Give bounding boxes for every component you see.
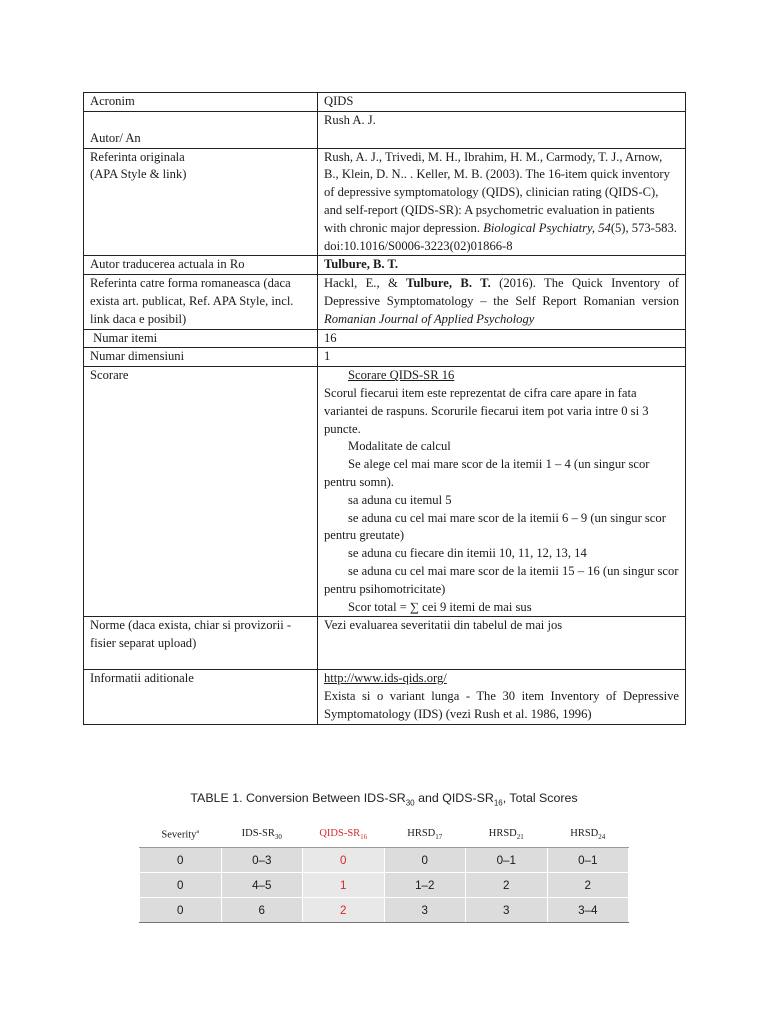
header-ids-sr-sub: 30 [274, 833, 282, 842]
row-referinta-originala [84, 148, 686, 256]
value-informatii [318, 670, 686, 724]
label-scorare: Scorare [84, 367, 318, 617]
conversion-row [140, 848, 629, 873]
header-hrsd17-text: HRSD [407, 827, 436, 839]
table1-title-post: , Total Scores [502, 791, 578, 805]
value-acronim: QIDS [318, 93, 686, 112]
row-forma-romaneasca [84, 275, 686, 329]
header-severity [140, 822, 222, 848]
label-referinta-line1: Referinta originala [90, 149, 185, 164]
value-numar-itemi: 16 [318, 329, 686, 348]
cell-hrsd17: 3 [384, 898, 466, 923]
row-informatii [84, 670, 686, 724]
questionnaire-info-table [83, 92, 686, 725]
scorare-line-7-text: se aduna cu cel mai mare scor de la itemii 15 – 16 (un singur scor pentru psihomotricitate) [324, 563, 679, 596]
forma-ro-journal: Romanian Journal of Applied Psychology [324, 311, 535, 326]
cell-hrsd24: 0–1 [547, 848, 629, 873]
header-ids-sr [221, 822, 303, 848]
scorare-heading-text: Scorare QIDS-SR 16 [348, 368, 455, 383]
label-numar-itemi-text: Numar itemi [93, 330, 158, 345]
informatii-link[interactable]: http://www.ids-qids.org/ [324, 671, 447, 686]
table1-title [0, 791, 768, 807]
header-hrsd24-text: HRSD [570, 827, 599, 839]
header-severity-sup: a [196, 828, 200, 835]
scorare-line-7 [324, 563, 679, 599]
header-ids-sr-text: IDS-SR [241, 827, 275, 839]
label-autor [84, 111, 318, 148]
scorare-line-3-text: Se alege cel mai mare scor de la itemii 1 – 4 (un singur scor pentru somn). [324, 457, 650, 489]
row-autor [84, 111, 686, 148]
value-forma-romaneasca [318, 275, 686, 329]
label-acronim: Acronim [84, 93, 318, 112]
scorare-line-8: Scor total = ∑ cei 9 itemi de mai sus [348, 599, 532, 614]
cell-qids-sr: 0 [303, 848, 385, 873]
cell-severity: 0 [140, 898, 222, 923]
header-hrsd24-sub: 24 [598, 833, 606, 842]
cell-hrsd21: 3 [466, 898, 548, 923]
row-acronim [84, 93, 686, 112]
value-autor [318, 111, 686, 148]
label-informatii: Informatii aditionale [84, 670, 318, 724]
cell-hrsd21: 2 [466, 873, 548, 898]
table1-title-pre: TABLE 1. Conversion Between IDS-SR [190, 791, 406, 805]
cell-hrsd24: 2 [547, 873, 629, 898]
table1-title-sub2: 16 [493, 798, 503, 808]
value-scorare [318, 367, 686, 617]
value-autor-traducere: Tulbure, B. T. [318, 256, 686, 275]
label-norme: Norme (daca exista, chiar si provizorii - fisier separat upload) [84, 617, 318, 670]
cell-hrsd17: 1–2 [384, 873, 466, 898]
cell-hrsd21: 0–1 [466, 848, 548, 873]
scorare-line-2: Modalitate de calcul [348, 439, 451, 454]
table1-title-mid: and QIDS-SR [414, 791, 494, 805]
cell-ids-sr: 0–3 [221, 848, 303, 873]
scorare-line-6: se aduna cu fiecare din itemii 10, 11, 12, 13, 14 [348, 546, 587, 561]
header-qids-sr-sub: 16 [360, 833, 368, 842]
value-autor-text: Rush A. J. [324, 112, 376, 127]
header-hrsd24 [547, 822, 629, 848]
table1-title-sub1: 30 [405, 798, 415, 808]
row-numar-dimensiuni [84, 348, 686, 367]
header-severity-text: Severity [161, 829, 197, 841]
cell-hrsd17: 0 [384, 848, 466, 873]
label-referinta-line2: (APA Style & link) [90, 167, 187, 182]
header-hrsd21-sub: 21 [516, 833, 524, 842]
value-numar-dimensiuni: 1 [318, 348, 686, 367]
value-referinta-originala [318, 148, 686, 256]
conversion-table [139, 822, 629, 923]
cell-hrsd24: 3–4 [547, 898, 629, 923]
forma-ro-author-bold: Tulbure, B. T. [406, 276, 491, 291]
row-scorare [84, 367, 686, 617]
forma-ro-text: (2016). The Quick Inventory of Depressive Symptomatology – the Self Report Romanian version [324, 276, 679, 308]
label-autor-text: Autor/ An [90, 130, 141, 145]
label-numar-dimensiuni: Numar dimensiuni [84, 348, 318, 367]
row-norme [84, 617, 686, 670]
referinta-text-pre: Rush, A. J., Trivedi, M. H., Ibrahim, H. M., Carmody, T. J., Arnow, B., Klein, D. N.. . Keller, M. B. (2003). The 16-item quick inventory of depressive symptomatology (QIDS), clinician rating (QIDS-C), and self-report (QIDS-SR): A psychometric evaluation in patients with chronic major depression. [324, 149, 670, 235]
label-autor-traducere: Autor traducerea actuala in Ro [84, 256, 318, 275]
value-norme: Vezi evaluarea severitatii din tabelul de mai jos [318, 617, 686, 670]
cell-qids-sr: 1 [303, 873, 385, 898]
conversion-row [140, 873, 629, 898]
informatii-text: Exista si o variant lunga - The 30 item Inventory of Depressive Symptomatology (IDS) (vezi Rush et al. 1986, 1996) [324, 689, 679, 721]
conversion-row [140, 898, 629, 923]
header-hrsd17-sub: 17 [435, 833, 443, 842]
cell-qids-sr: 2 [303, 898, 385, 923]
label-numar-itemi [84, 329, 318, 348]
cell-severity: 0 [140, 873, 222, 898]
forma-ro-authors: Hackl, E., & [324, 276, 407, 291]
cell-ids-sr: 4–5 [221, 873, 303, 898]
referinta-journal: Biological Psychiatry, 54 [483, 220, 611, 235]
scorare-line-5 [324, 510, 679, 546]
spacer [90, 112, 311, 130]
label-referinta-originala [84, 148, 318, 256]
informatii-link-wrap [324, 670, 679, 688]
referinta-text-post: (5), 573-583. doi:10.1016/S0006-3223(02)01866-8 [324, 220, 677, 253]
scorare-line-4: sa aduna cu itemul 5 [348, 492, 452, 507]
conversion-header-row [140, 822, 629, 848]
header-hrsd21-text: HRSD [488, 827, 517, 839]
header-hrsd21 [466, 822, 548, 848]
scorare-line-1: Scorul fiecarui item este reprezentat de cifra care apare in fata variantei de raspuns. Scorurile fiecarui item pot varia intre 0 si 3 puncte. [324, 385, 649, 436]
header-qids-sr-text: QIDS-SR [319, 827, 361, 839]
row-autor-traducere [84, 256, 686, 275]
cell-severity: 0 [140, 848, 222, 873]
header-hrsd17 [384, 822, 466, 848]
label-forma-romaneasca: Referinta catre forma romaneasca (daca exista art. publicat, Ref. APA Style, incl. link daca e posibil) [84, 275, 318, 329]
row-numar-itemi [84, 329, 686, 348]
scorare-heading [324, 367, 679, 385]
cell-ids-sr: 6 [221, 898, 303, 923]
scorare-line-5-text: se aduna cu cel mai mare scor de la itemii 6 – 9 (un singur scor pentru greutate) [324, 510, 666, 543]
scorare-line-3 [324, 456, 679, 492]
header-qids-sr [303, 822, 385, 848]
